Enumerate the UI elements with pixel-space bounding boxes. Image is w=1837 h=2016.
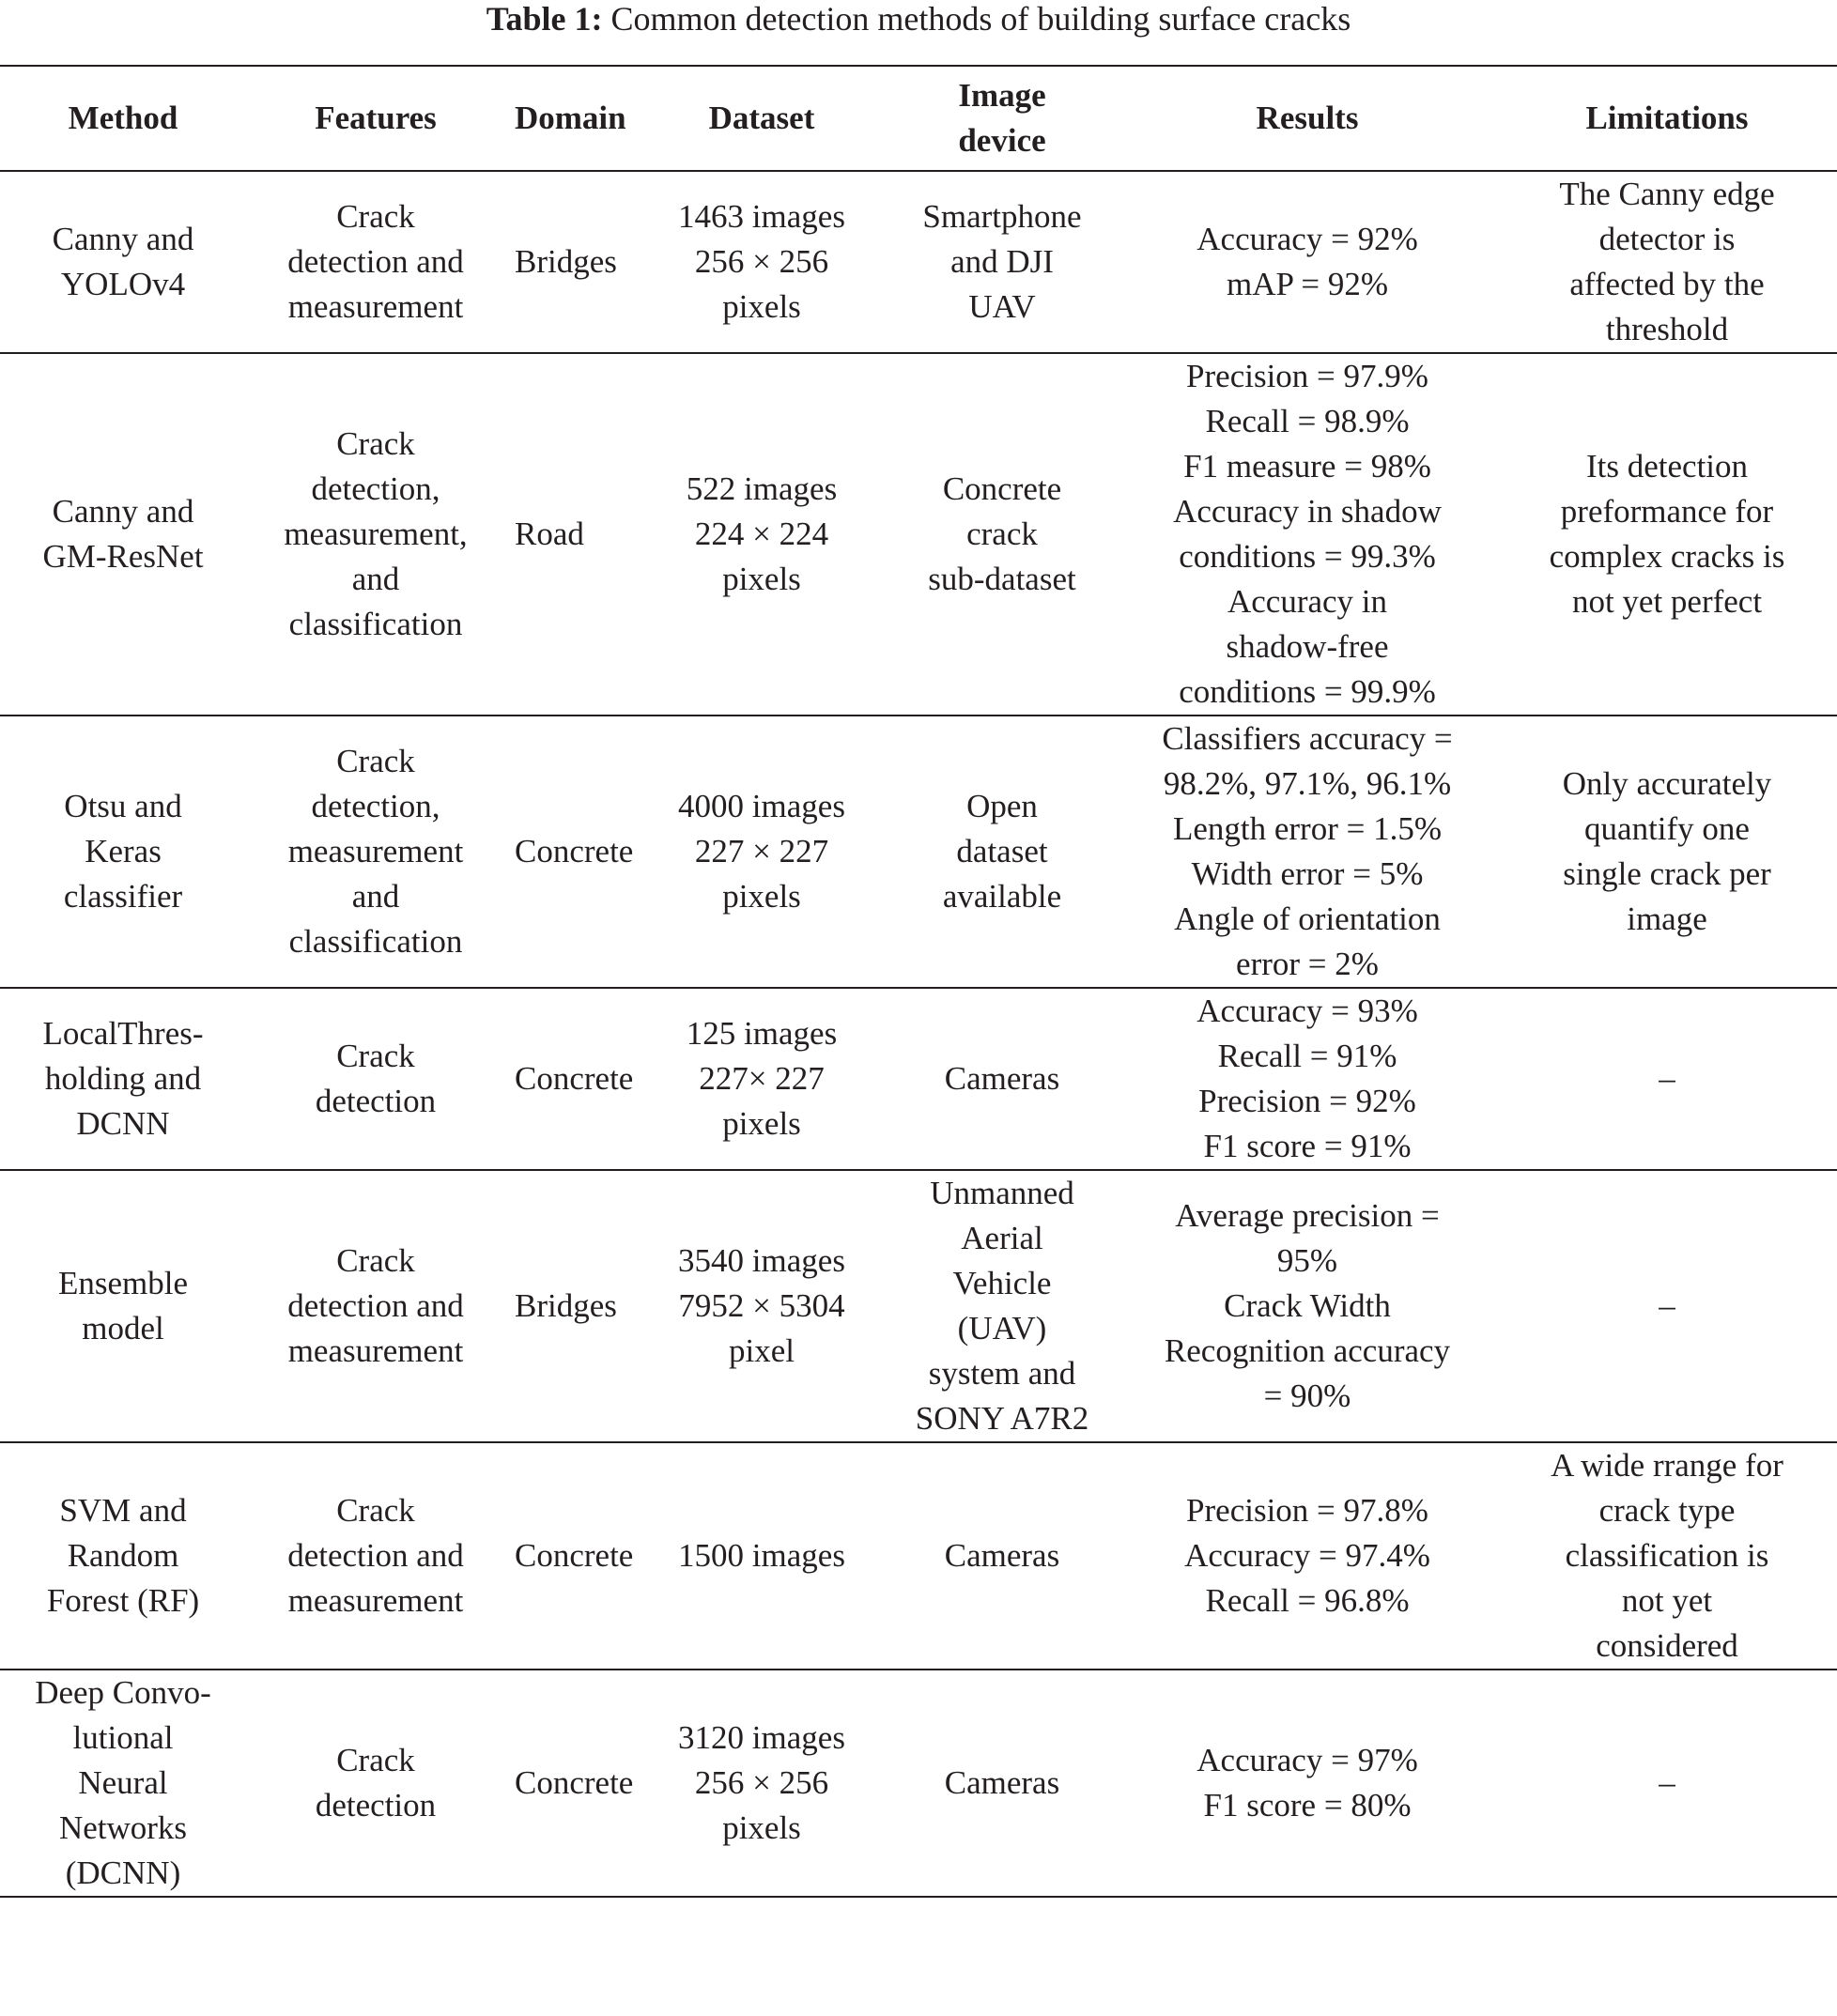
cell-line: (DCNN) <box>65 1854 181 1891</box>
cell-results <box>1118 1170 1497 1442</box>
cell-line: quantify one <box>1584 810 1750 847</box>
methods-table <box>0 65 1837 1898</box>
cell-line: Accuracy = 92% <box>1196 221 1418 257</box>
cell-line: measurement <box>287 1332 464 1369</box>
cell-line: Smartphone <box>922 198 1082 235</box>
cell-line: = 90% <box>1263 1377 1351 1414</box>
cell-line: Deep Convo- <box>35 1674 211 1711</box>
cell-line: Open <box>966 788 1038 824</box>
cell-line: Crack <box>336 1742 415 1778</box>
cell-method <box>0 1170 246 1442</box>
cell-line: Cameras <box>944 1537 1060 1574</box>
cell-line: Concrete <box>515 833 634 869</box>
cell-line: and <box>351 561 400 597</box>
cell-line: holding and <box>44 1060 202 1097</box>
cell-line: F1 score = 91% <box>1203 1128 1412 1164</box>
cell-results <box>1118 988 1497 1170</box>
cell-line: Vehicle <box>952 1265 1052 1301</box>
cell-line: detection and <box>287 1537 464 1574</box>
cell-line: Crack <box>336 743 415 779</box>
cell-line: considered <box>1596 1627 1738 1664</box>
cell-image-device <box>887 353 1118 716</box>
cell-limitations <box>1497 716 1837 988</box>
cell-results <box>1118 353 1497 716</box>
cell-line: measurement, <box>284 516 468 552</box>
cell-line: GM-ResNet <box>42 538 204 575</box>
cell-line: SVM and <box>59 1492 187 1529</box>
cell-line: single crack per <box>1563 855 1771 892</box>
cell-line: SONY A7R2 <box>915 1400 1089 1437</box>
cell-line: 1463 images <box>678 198 845 235</box>
cell-line: Accuracy = 93% <box>1196 993 1418 1029</box>
cell-limitations <box>1497 988 1837 1170</box>
cell-line: measurement <box>287 1582 464 1619</box>
cell-features <box>246 988 505 1170</box>
table-row <box>0 716 1837 988</box>
cell-line: model <box>82 1310 164 1347</box>
cell-line: Random <box>67 1537 179 1574</box>
cell-line: 3540 images <box>678 1242 845 1279</box>
cell-line: Concrete <box>515 1537 634 1574</box>
cell-line: Bridges <box>515 243 617 280</box>
cell-method <box>0 171 246 353</box>
cell-line: image <box>1627 900 1707 937</box>
header-row <box>0 66 1837 171</box>
table-row <box>0 1170 1837 1442</box>
cell-domain <box>505 1670 637 1897</box>
cell-dataset <box>637 988 887 1170</box>
cell-line: detection and <box>287 243 464 280</box>
cell-results <box>1118 716 1497 988</box>
cell-line: Recognition accuracy <box>1164 1332 1451 1369</box>
cell-line: Crack Width <box>1224 1287 1391 1324</box>
cell-line: UAV <box>968 288 1036 325</box>
cell-line: YOLOv4 <box>60 266 186 302</box>
cell-line: F1 score = 80% <box>1203 1787 1412 1824</box>
cell-features <box>246 171 505 353</box>
cell-line: complex cracks is <box>1549 538 1785 575</box>
cell-image-device <box>887 1670 1118 1897</box>
cell-line: pixels <box>722 288 801 325</box>
cell-line: Accuracy = 97% <box>1196 1742 1418 1778</box>
cell-line: Bridges <box>515 1287 617 1324</box>
cell-line: Recall = 98.9% <box>1205 403 1410 439</box>
cell-line: and <box>351 878 400 915</box>
cell-line: 98.2%, 97.1%, 96.1% <box>1163 765 1452 802</box>
cell-line: affected by the <box>1569 266 1765 302</box>
header-results: Results <box>1118 66 1497 171</box>
cell-limitations <box>1497 1670 1837 1897</box>
cell-features <box>246 353 505 716</box>
cell-results <box>1118 1670 1497 1897</box>
header-dataset: Dataset <box>637 66 887 171</box>
cell-line: The Canny edge <box>1559 176 1775 212</box>
cell-line: Width error = 5% <box>1191 855 1424 892</box>
table-caption-text: Common detection methods of building surface cracks <box>602 0 1351 38</box>
cell-line: and DJI <box>950 243 1054 280</box>
cell-features <box>246 716 505 988</box>
cell-dataset <box>637 1170 887 1442</box>
cell-limitations <box>1497 353 1837 716</box>
table-caption <box>0 0 1837 38</box>
cell-line: conditions = 99.3% <box>1179 538 1436 575</box>
header-image-device <box>887 66 1118 171</box>
table-row <box>0 988 1837 1170</box>
cell-line: 95% <box>1276 1242 1338 1279</box>
cell-line: Accuracy in <box>1227 583 1388 620</box>
cell-line: Recall = 96.8% <box>1205 1582 1410 1619</box>
cell-line: conditions = 99.9% <box>1179 673 1436 710</box>
cell-dataset <box>637 353 887 716</box>
cell-line: Only accurately <box>1562 765 1772 802</box>
cell-line: not yet <box>1621 1582 1713 1619</box>
cell-line: 227× 227 <box>699 1060 825 1097</box>
cell-image-device <box>887 716 1118 988</box>
cell-line: detection <box>315 1787 437 1824</box>
cell-domain <box>505 716 637 988</box>
cell-line: classification <box>288 606 463 642</box>
cell-line: A wide rrange for <box>1551 1447 1783 1484</box>
cell-line: measurement <box>287 833 464 869</box>
cell-line: threshold <box>1605 311 1729 347</box>
cell-line: Canny and <box>52 493 194 530</box>
cell-line: 7952 × 5304 <box>678 1287 845 1324</box>
cell-line: mAP = 92% <box>1226 266 1389 302</box>
cell-line: sub-dataset <box>928 561 1076 597</box>
cell-line: Precision = 97.8% <box>1186 1492 1428 1529</box>
cell-line: Concrete <box>942 470 1062 507</box>
cell-line: pixel <box>729 1332 795 1369</box>
cell-line: Crack <box>336 425 415 462</box>
header-line: device <box>958 122 1046 159</box>
cell-line: Classifiers accuracy = <box>1162 720 1453 757</box>
cell-line: 224 × 224 <box>694 516 829 552</box>
cell-line: system and <box>928 1355 1076 1392</box>
cell-line: 3120 images <box>678 1719 845 1756</box>
cell-line: crack <box>966 516 1038 552</box>
cell-line: 256 × 256 <box>694 243 829 280</box>
cell-line: detection <box>315 1083 437 1119</box>
cell-features <box>246 1170 505 1442</box>
cell-method <box>0 1442 246 1670</box>
cell-line: shadow-free <box>1226 628 1389 665</box>
header-line: Image <box>958 77 1046 114</box>
table-row <box>0 1442 1837 1670</box>
cell-line: Crack <box>336 1038 415 1074</box>
cell-dataset <box>637 1670 887 1897</box>
cell-line: LocalThres- <box>42 1015 204 1052</box>
cell-line: classification <box>288 923 463 960</box>
cell-line: detector is <box>1598 221 1736 257</box>
cell-line: Otsu and <box>64 788 182 824</box>
cell-image-device <box>887 988 1118 1170</box>
cell-line: pixels <box>722 878 801 915</box>
cell-line: error = 2% <box>1236 946 1379 982</box>
cell-line: (UAV) <box>957 1310 1047 1347</box>
table-caption-label: Table 1: <box>486 0 603 38</box>
cell-image-device <box>887 171 1118 353</box>
cell-line: Precision = 92% <box>1198 1083 1416 1119</box>
cell-line: Average precision = <box>1175 1197 1440 1234</box>
cell-domain <box>505 171 637 353</box>
cell-line: Concrete <box>515 1764 634 1801</box>
cell-dataset <box>637 716 887 988</box>
cell-line: 227 × 227 <box>694 833 829 869</box>
cell-line: Neural <box>78 1764 168 1801</box>
cell-image-device <box>887 1170 1118 1442</box>
cell-line: Cameras <box>944 1764 1060 1801</box>
cell-line: crack type <box>1598 1492 1736 1529</box>
cell-line: Accuracy in shadow <box>1173 493 1442 530</box>
cell-line: pixels <box>722 561 801 597</box>
cell-line: Cameras <box>944 1060 1060 1097</box>
cell-line: 256 × 256 <box>694 1764 829 1801</box>
cell-method <box>0 353 246 716</box>
cell-line: Crack <box>336 198 415 235</box>
cell-line: Concrete <box>515 1060 634 1097</box>
cell-features <box>246 1442 505 1670</box>
cell-line: detection and <box>287 1287 464 1324</box>
cell-line: 4000 images <box>678 788 845 824</box>
cell-results <box>1118 171 1497 353</box>
cell-line: Angle of orientation <box>1174 900 1441 937</box>
cell-image-device <box>887 1442 1118 1670</box>
cell-line: not yet perfect <box>1571 583 1763 620</box>
cell-domain <box>505 353 637 716</box>
cell-line: preformance for <box>1560 493 1774 530</box>
cell-line: measurement <box>287 288 464 325</box>
cell-line: Road <box>515 516 584 552</box>
cell-dataset <box>637 171 887 353</box>
cell-line: – <box>1659 1287 1675 1324</box>
cell-method <box>0 1670 246 1897</box>
cell-domain <box>505 1170 637 1442</box>
cell-line: Forest (RF) <box>46 1582 200 1619</box>
cell-line: Accuracy = 97.4% <box>1184 1537 1430 1574</box>
cell-line: Aerial <box>961 1220 1043 1256</box>
cell-dataset <box>637 1442 887 1670</box>
header-method: Method <box>0 66 246 171</box>
table-row <box>0 1670 1837 1897</box>
cell-line: pixels <box>722 1809 801 1846</box>
cell-limitations <box>1497 1170 1837 1442</box>
cell-line: – <box>1659 1060 1675 1097</box>
cell-line: detection, <box>311 470 440 507</box>
cell-line: Canny and <box>52 221 194 257</box>
cell-line: pixels <box>722 1105 801 1142</box>
cell-line: Recall = 91% <box>1217 1038 1397 1074</box>
header-features: Features <box>246 66 505 171</box>
header-domain: Domain <box>505 66 637 171</box>
cell-line: 1500 images <box>678 1537 845 1574</box>
cell-line: F1 measure = 98% <box>1183 448 1431 485</box>
cell-line: – <box>1659 1764 1675 1801</box>
cell-line: Crack <box>336 1242 415 1279</box>
cell-line: detection, <box>311 788 440 824</box>
cell-line: Networks <box>58 1809 188 1846</box>
cell-results <box>1118 1442 1497 1670</box>
table-row <box>0 171 1837 353</box>
table-header <box>0 66 1837 171</box>
cell-domain <box>505 1442 637 1670</box>
cell-method <box>0 988 246 1170</box>
cell-line: Unmanned <box>930 1175 1074 1211</box>
table-body <box>0 171 1837 1897</box>
cell-line: DCNN <box>76 1105 170 1142</box>
cell-line: classification is <box>1565 1537 1769 1574</box>
cell-line: classifier <box>63 878 183 915</box>
cell-line: available <box>942 878 1062 915</box>
cell-line: Length error = 1.5% <box>1172 810 1443 847</box>
cell-line: Precision = 97.9% <box>1186 358 1428 394</box>
cell-method <box>0 716 246 988</box>
cell-features <box>246 1670 505 1897</box>
cell-line: Keras <box>85 833 162 869</box>
cell-limitations <box>1497 1442 1837 1670</box>
cell-limitations <box>1497 171 1837 353</box>
table-row <box>0 353 1837 716</box>
cell-domain <box>505 988 637 1170</box>
cell-line: lutional <box>72 1719 174 1756</box>
cell-line: Ensemble <box>57 1265 189 1301</box>
cell-line: Its detection <box>1585 448 1749 485</box>
cell-line: Crack <box>336 1492 415 1529</box>
cell-line: 125 images <box>686 1015 838 1052</box>
cell-line: dataset <box>956 833 1048 869</box>
cell-line: 522 images <box>686 470 838 507</box>
header-limitations: Limitations <box>1497 66 1837 171</box>
